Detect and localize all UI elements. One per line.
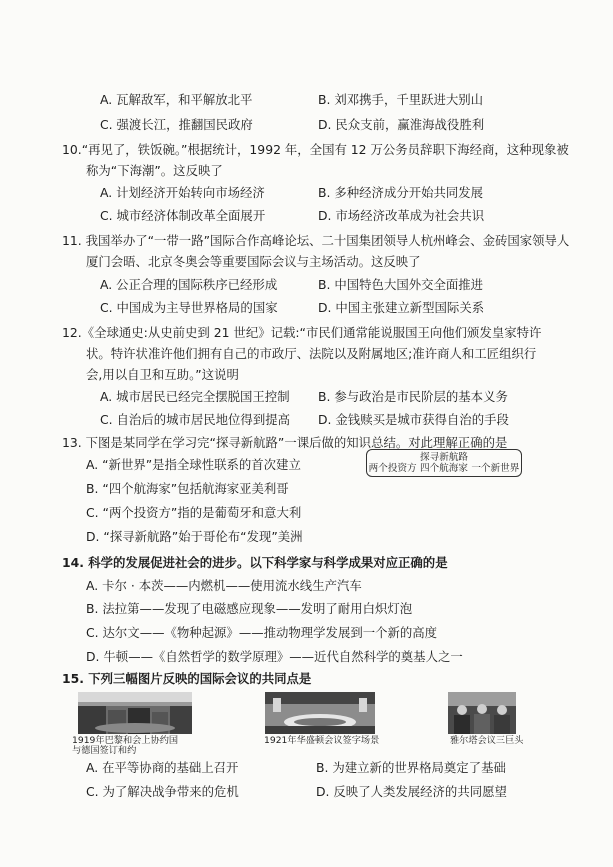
q13-option-c: C. “两个投资方”指的是葡萄牙和意大利 (86, 505, 302, 520)
q12-option-a: A. 城市居民已经完全摆脱国王控制 (100, 389, 290, 404)
summary-item-new-world: 一个新世界 (471, 463, 520, 474)
summary-item-investors: 两个投资方 (368, 463, 417, 474)
q9-option-d: D. 民众支前，赢淮海战役胜利 (318, 117, 485, 132)
q14-option-c: C. 达尔文——《物种起源》——推动物理学发展到一个新的高度 (86, 625, 438, 640)
q12-stem-line3: 会,用以自卫和互助。”这说明 (86, 367, 239, 382)
q10-stem-line2: 称为“下海潮”。这反映了 (86, 163, 223, 178)
photo1-caption-line1: 1919年巴黎和会上协约国 (72, 735, 179, 746)
q13-option-a: A. “新世界”是指全球性联系的首次建立 (86, 457, 301, 472)
q12-option-c: C. 自治后的城市居民地位得到提高 (100, 412, 290, 427)
q13-stem: 13. 下图是某同学在学习完“探寻新航路”一课后做的知识总结。对此理解正确的是 (62, 435, 508, 450)
q14-option-b: B. 法拉第——发现了电磁感应现象——发明了耐用白炽灯泡 (86, 601, 413, 616)
paris-peace-conference-photo (78, 692, 192, 734)
summary-box-items (367, 464, 521, 474)
q15-option-a: A. 在平等协商的基础上召开 (86, 760, 239, 775)
q10-option-b: B. 多种经济成分开始共同发展 (318, 185, 484, 200)
knowledge-summary-box (366, 449, 522, 477)
q11-option-b: B. 中国特色大国外交全面推进 (318, 277, 484, 292)
photo1-caption-line2: 与德国签订和约 (72, 745, 137, 756)
q11-option-a: A. 公正合理的国际秩序已经形成 (100, 277, 278, 292)
q9-option-c: C. 强渡长江，推翻国民政府 (100, 117, 253, 132)
q12-stem-line1: 12.《全球通史:从史前史到 21 世纪》记载:“市民们通常能说服国王向他们颁发皇家特许 (62, 325, 542, 340)
q12-option-b: B. 参与政治是市民阶层的基本义务 (318, 389, 508, 404)
q13-option-d: D. “探寻新航路”始于哥伦布“发现”美洲 (86, 529, 303, 544)
summary-box-title: 探寻新航路 (420, 452, 468, 463)
yalta-conference-photo (448, 692, 516, 734)
q14-stem: 14. 科学的发展促进社会的进步。以下科学家与科学成果对应正确的是 (62, 555, 448, 570)
summary-item-navigators: 四个航海家 (420, 463, 468, 474)
q11-stem-line1: 11. 我国举办了“一带一路”国际合作高峰论坛、二十国集团领导人杭州峰会、金砖国家领导人 (62, 233, 570, 248)
q14-option-a: A. 卡尔 · 本茨——内燃机——使用流水线生产汽车 (86, 578, 362, 593)
washington-conference-photo (265, 692, 375, 734)
q12-stem-line2: 状。特许状准许他们拥有自己的市政厅、法院以及附属地区;准许商人和工匠组织行 (86, 346, 537, 361)
q11-option-d: D. 中国主张建立新型国际关系 (318, 300, 485, 315)
q10-option-d: D. 市场经济改革成为社会共识 (318, 208, 485, 223)
q15-option-b: B. 为建立新的世界格局奠定了基础 (316, 760, 506, 775)
q14-option-d: D. 牛顿——《自然哲学的数学原理》——近代自然科学的奠基人之一 (86, 649, 463, 664)
photo2-caption: 1921年华盛顿会议签字场景 (264, 735, 380, 746)
q10-stem-line1: 10.“再见了，铁饭碗。”根据统计，1992 年，全国有 12 万公务员辞职下海经商，这种现象被 (62, 142, 569, 157)
q15-option-c: C. 为了解决战争带来的危机 (86, 784, 239, 799)
q13-option-b: B. “四个航海家”包括航海家亚美利哥 (86, 481, 289, 496)
q11-stem-line2: 厦门会晤、北京冬奥会等重要国际会议与主场活动。这反映了 (86, 254, 421, 269)
q9-option-b: B. 刘邓携手，千里跃进大别山 (318, 92, 484, 107)
q9-option-a: A. 瓦解敌军，和平解放北平 (100, 92, 253, 107)
q12-option-d: D. 金钱赎买是城市获得自治的手段 (318, 412, 509, 427)
q15-stem: 15. 下列三幅图片反映的国际会议的共同点是 (62, 671, 312, 686)
q10-option-a: A. 计划经济开始转向市场经济 (100, 185, 265, 200)
photo3-caption: 雅尔塔会议三巨头 (450, 735, 524, 746)
q15-option-d: D. 反映了人类发展经济的共同愿望 (316, 784, 507, 799)
q10-option-c: C. 城市经济体制改革全面展开 (100, 208, 266, 223)
q11-option-c: C. 中国成为主导世界格局的国家 (100, 300, 278, 315)
